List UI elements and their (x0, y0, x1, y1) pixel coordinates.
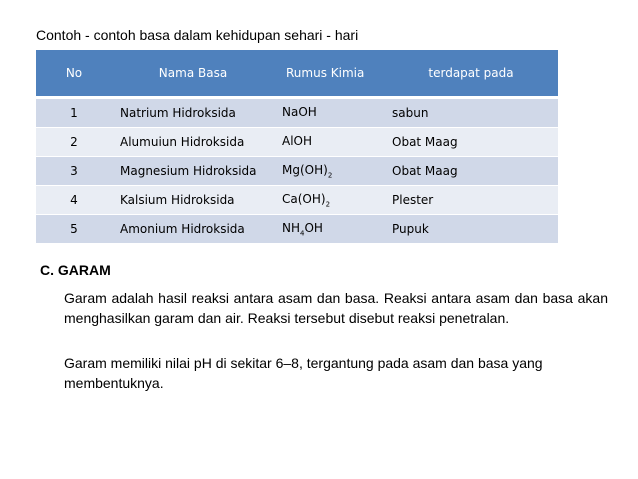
row-rumus-kimia (274, 128, 384, 157)
formula-subscript: 2 (327, 171, 333, 180)
table-header-row (36, 50, 558, 98)
paragraph-ph: Garam memiliki nilai pH di sekitar 6–8, tergantung pada asam dan basa yang membentuknya. (64, 355, 543, 391)
formula-main: Mg(OH) (282, 162, 328, 177)
header-nama-basa: Nama Basa (112, 50, 274, 98)
row-no: 4 (36, 186, 112, 215)
row-rumus-kimia (274, 186, 384, 215)
row-terdapat-pada: Pupuk (384, 215, 558, 244)
formula-main: Ca(OH) (282, 191, 326, 206)
slide-heading: Contoh - contoh basa dalam kehidupan sehari - hari (36, 27, 359, 43)
header-rumus-kimia: Rumus Kimia (274, 50, 384, 98)
formula-main: AlOH (282, 133, 313, 148)
formula-main: NH (282, 220, 300, 235)
table-row (36, 157, 558, 186)
table-row (36, 128, 558, 157)
row-nama-basa: Alumuiun Hidroksida (112, 128, 274, 157)
formula-tail: OH (304, 220, 323, 235)
paragraph-definition: Garam adalah hasil reaksi antara asam dan basa. Reaksi antara asam dan basa akan menghasilkan garam dan air. Reaksi tersebut disebut reaksi penetralan. (64, 290, 608, 326)
header-terdapat-pada: terdapat pada (384, 50, 558, 98)
row-nama-basa: Natrium Hidroksida (112, 98, 274, 128)
base-examples-table (36, 50, 558, 243)
row-rumus-kimia (274, 98, 384, 128)
row-nama-basa: Magnesium Hidroksida (112, 157, 274, 186)
header-no: No (36, 50, 112, 98)
formula-subscript: 2 (325, 200, 331, 209)
row-no: 5 (36, 215, 112, 244)
row-terdapat-pada: Plester (384, 186, 558, 215)
table-row (36, 186, 558, 215)
row-rumus-kimia (274, 157, 384, 186)
row-no: 1 (36, 98, 112, 128)
row-nama-basa: Amonium Hidroksida (112, 215, 274, 244)
row-rumus-kimia (274, 215, 384, 244)
row-no: 3 (36, 157, 112, 186)
formula-subscript: 4 (300, 229, 305, 238)
section-title: C. GARAM (40, 262, 111, 278)
table-row (36, 215, 558, 244)
formula-main: NaOH (282, 104, 317, 119)
row-terdapat-pada: sabun (384, 98, 558, 128)
row-nama-basa: Kalsium Hidroksida (112, 186, 274, 215)
row-terdapat-pada: Obat Maag (384, 128, 558, 157)
row-terdapat-pada: Obat Maag (384, 157, 558, 186)
table-row (36, 98, 558, 128)
row-no: 2 (36, 128, 112, 157)
